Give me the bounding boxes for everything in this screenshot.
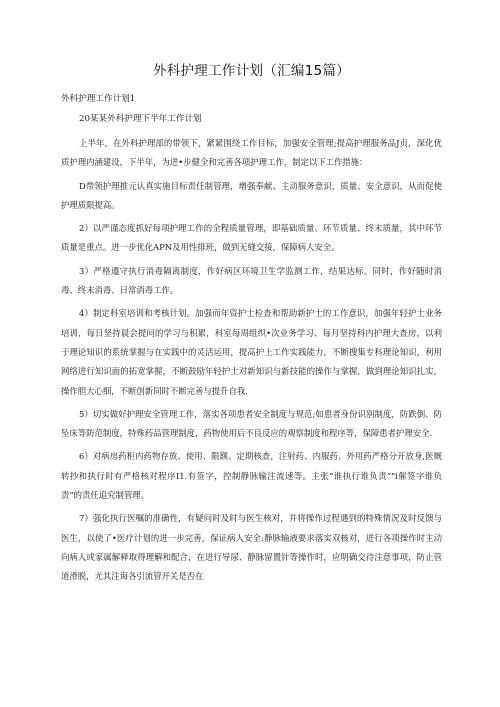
paragraph-item-7: 7）强化执行医嘱的准确性，有疑问时及时与医生核对，并将操作过程遇到的特殊情况及时反馈与医生，以使了•医疗计划的进一步完善，保证病人安全:静脉输液要求落实双核对，进行各项操作时主动向病人或家属解释取得理解和配合，在进行导尿、静脉留置针等操作时，应明确交待注意事项，防止管道滑脱，尤其注诲各引流管开关是否在	[61, 513, 442, 582]
paragraph-item-5: 5）切实做好护理安全管理工作，落实各项患者安全制度与规范;如患者身份识别制度，防跌倒、防坠床等防范制度，特殊药品管理制度，药物使用后不良反应的观察制度和程序等，保障患者护理安全.	[61, 408, 442, 439]
plan-heading: 20某某外科护理下半年工作计划	[79, 114, 202, 124]
paragraph-intro: 上半年，在外科护理部的带领下，紧紧围绕工作目标，加强安全管理;提高护理服务品J贞，深化优质护理内涵建设，下半年，为进•步健全和完善各项护理工作，制定以下工作措施：	[61, 138, 442, 168]
document-title: 外科护理工作计划（汇编15篇）	[152, 63, 351, 79]
paragraph-item-2: 2）以严谨态度抓好每项护理工作的全程质量管理，即基础质量、环节质量、终末质量，其中环节质量是重点。进一步优化APN及用性排班，做到无缝交接，保障病人安全。	[61, 223, 442, 253]
paragraph-item-4: 4）制定科室培训和考核计划。加强而年资护士检查和帮助新护士的工作意识，加强年轻护士业务培训，每日坚持晨会提问的学习与积累，科室每周组织•次业务学习、每月坚持科内护理大查房，以利于理论知识的系统掌握与在实践中的灵活运用，提高护上工作实践能力，不断搜集专科理论知识，利用网络进行知识面的拓宽掌握，不断鼓励年轻护士对新知识与新技能的操作与掌握，做到理论知识扎实，操作胆大心细，不断创新同时不断完善与提升自我.	[61, 308, 442, 396]
section-label: 外科护理工作计划1	[61, 94, 136, 104]
paragraph-item-6: 6）对病房药柜内药物存放、使用、限额、定期核查，注射药、内服药、外用药严格分开放身,医厩转抄和执行时有严格核对程序I1.有签字，控制静脉输注流速等。主张“谁执行谁负责”"i催签字谁负责”的责任追究制管理。	[61, 451, 442, 501]
paragraph-item-1: D带领护理推元认真实施目标责任制管理，增强奉献、主动服务意识，质量、安全意识，从而促使护理质限提高。	[61, 180, 442, 210]
paragraph-item-3: 3）严格遵守执行消毒隔离制度，作好病区环境卫生学监测工作，结果达标。同时，作好随时消毒、终末消毒、日常消毒工作。	[61, 265, 442, 296]
